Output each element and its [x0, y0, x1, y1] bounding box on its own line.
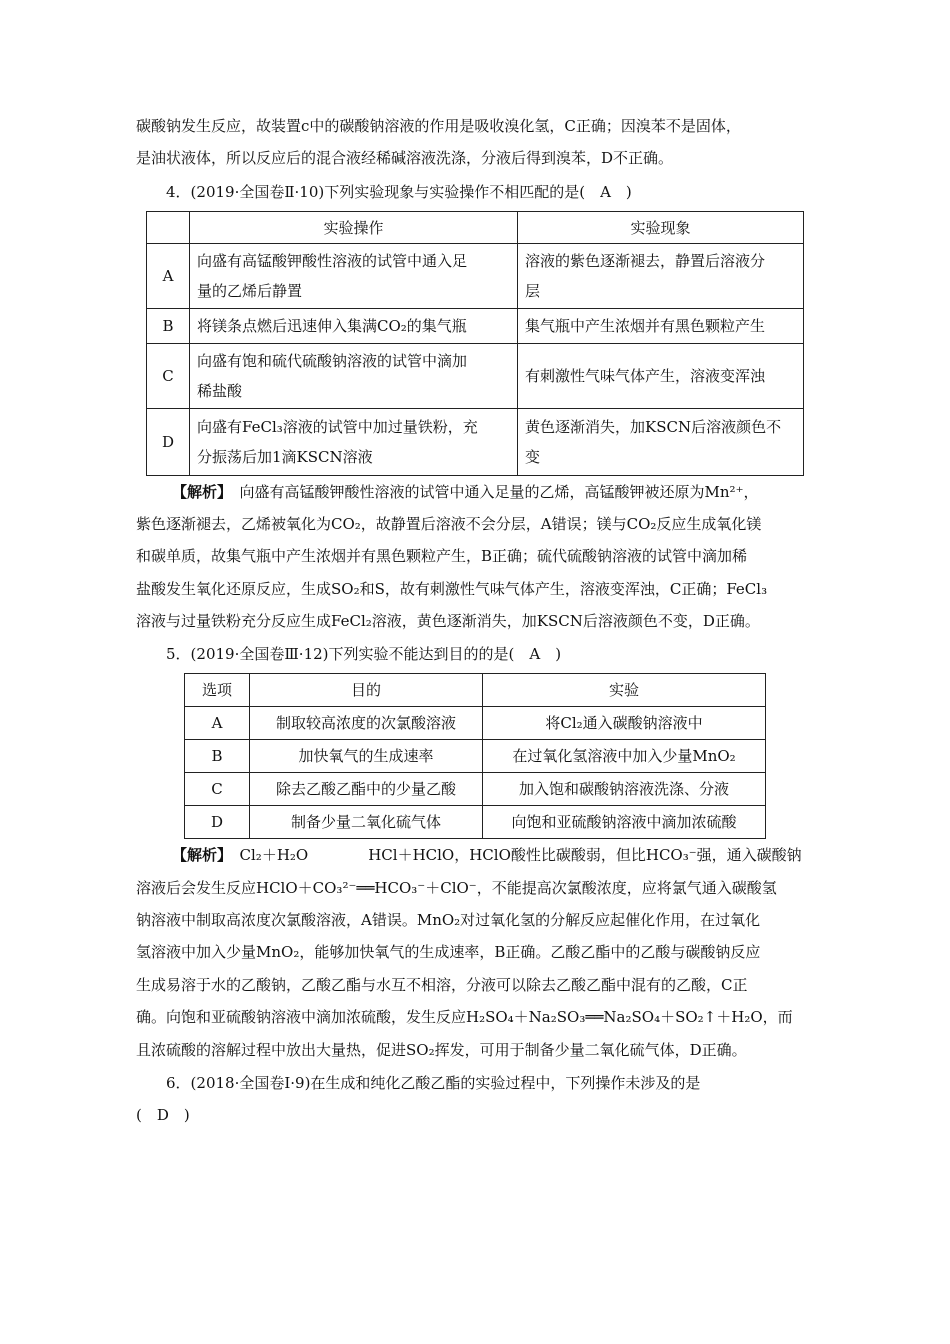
option-label: B — [147, 309, 190, 344]
intro-line-2: 是油状液体，所以反应后的混合液经稀碱溶液洗涤，分液后得到溴苯，D不正确。 — [136, 149, 674, 167]
table-row — [147, 244, 804, 309]
question-5-stem: 5．(2019·全国卷Ⅲ·12)下列实验不能达到目的的是( A ) — [166, 645, 562, 663]
question-4-analysis-line-4: 盐酸发生氧化还原反应，生成SO₂和S，故有刺激性气味气体产生，溶液变浑浊，C正确；FeCl₃ — [136, 580, 768, 598]
question-4-analysis-line-5: 溶液与过量铁粉充分反应生成FeCl₂溶液，黄色逐渐消失，加KSCN后溶液颜色不变，D正确。 — [136, 612, 760, 630]
phenomenon-cell: 溶液的紫色逐渐褪去，静置后溶液分 层 — [518, 244, 804, 309]
operation-cell: 向盛有饱和硫代硫酸钠溶液的试管中滴加 稀盐酸 — [190, 344, 518, 409]
table-header-phenomenon: 实验现象 — [518, 212, 804, 244]
option-label: B — [185, 740, 250, 773]
question-6-stem: 6．(2018·全国卷Ⅰ·9)在生成和纯化乙酸乙酯的实验过程中，下列操作未涉及的是 — [166, 1074, 701, 1092]
table-header-blank — [147, 212, 190, 244]
phenomenon-cell: 有刺激性气味气体产生，溶液变浑浊 — [518, 344, 804, 409]
question-4-analysis-line-1: 【解析】 向盛有高锰酸钾酸性溶液的试管中通入足量的乙烯，高锰酸钾被还原为Mn²⁺， — [172, 483, 759, 501]
option-label: C — [185, 773, 250, 806]
experiment-cell: 向饱和亚硫酸钠溶液中滴加浓硫酸 — [483, 806, 766, 839]
goal-cell: 除去乙酸乙酯中的少量乙酸 — [250, 773, 483, 806]
question-5-analysis-line-3: 钠溶液中制取高浓度次氯酸溶液，A错误。MnO₂对过氧化氢的分解反应起催化作用，在过氧化 — [136, 911, 761, 929]
table-row — [147, 309, 804, 344]
analysis-label: 【解析】 — [172, 846, 225, 864]
phenomenon-cell: 集气瓶中产生浓烟并有黑色颗粒产生 — [518, 309, 804, 344]
goal-cell: 制取较高浓度的次氯酸溶液 — [250, 707, 483, 740]
option-label: D — [147, 409, 190, 476]
table-row — [185, 806, 766, 839]
experiment-cell: 将Cl₂通入碳酸钠溶液中 — [483, 707, 766, 740]
table-header-option: 选项 — [185, 674, 250, 707]
question-5-table — [184, 673, 766, 839]
option-label: C — [147, 344, 190, 409]
table-row — [147, 344, 804, 409]
operation-cell: 向盛有高锰酸钾酸性溶液的试管中通入足 量的乙烯后静置 — [190, 244, 518, 309]
question-5-analysis-line-2: 溶液后会发生反应HClO＋CO₃²⁻══HCO₃⁻＋ClO⁻，不能提高次氯酸浓度，应将氯气通入碳酸氢 — [136, 879, 777, 897]
experiment-cell: 加入饱和碳酸钠溶液洗涤、分液 — [483, 773, 766, 806]
intro-line-1: 碳酸钠发生反应，故装置c中的碳酸钠溶液的作用是吸收溴化氢，C正确；因溴苯不是固体， — [136, 117, 741, 135]
table-row — [185, 707, 766, 740]
question-5-analysis-line-1: 【解析】 Cl₂＋H₂O HCl＋HClO，HClO酸性比碳酸弱，但比HCO₃⁻强，通入碳酸钠 — [172, 846, 802, 864]
option-label: D — [185, 806, 250, 839]
table-row — [185, 773, 766, 806]
phenomenon-cell: 黄色逐渐消失，加KSCN后溶液颜色不 变 — [518, 409, 804, 476]
question-5-analysis-line-4: 氢溶液中加入少量MnO₂，能够加快氧气的生成速率，B正确。乙酸乙酯中的乙酸与碳酸钠反应 — [136, 943, 761, 961]
table-header-goal: 目的 — [250, 674, 483, 707]
question-5-analysis-line-5: 生成易溶于水的乙酸钠，乙酸乙酯与水互不相溶，分液可以除去乙酸乙酯中混有的乙酸，C正 — [136, 976, 748, 994]
operation-cell: 向盛有FeCl₃溶液的试管中加过量铁粉，充 分振荡后加1滴KSCN溶液 — [190, 409, 518, 476]
option-label: A — [147, 244, 190, 309]
goal-cell: 加快氧气的生成速率 — [250, 740, 483, 773]
question-4-analysis-line-2: 紫色逐渐褪去，乙烯被氧化为CO₂，故静置后溶液不会分层，A错误；镁与CO₂反应生成氧化镁 — [136, 515, 762, 533]
question-5-analysis-line-7: 且浓硫酸的溶解过程中放出大量热，促进SO₂挥发，可用于制备少量二氧化硫气体，D正确。 — [136, 1041, 747, 1059]
table-row — [147, 409, 804, 476]
question-5-analysis-line-6: 确。向饱和亚硫酸钠溶液中滴加浓硫酸，发生反应H₂SO₄＋Na₂SO₃══Na₂SO₄＋SO₂↑＋H₂O，而 — [136, 1008, 793, 1026]
analysis-label: 【解析】 — [172, 483, 225, 501]
question-6-answer: ( D ) — [136, 1106, 190, 1124]
goal-cell: 制备少量二氧化硫气体 — [250, 806, 483, 839]
question-4-stem: 4．(2019·全国卷Ⅱ·10)下列实验现象与实验操作不相匹配的是( A ) — [166, 183, 632, 201]
option-label: A — [185, 707, 250, 740]
experiment-cell: 在过氧化氢溶液中加入少量MnO₂ — [483, 740, 766, 773]
operation-cell: 将镁条点燃后迅速伸入集满CO₂的集气瓶 — [190, 309, 518, 344]
table-header-experiment: 实验 — [483, 674, 766, 707]
question-4-table — [146, 211, 804, 476]
table-row — [185, 740, 766, 773]
question-4-analysis-line-3: 和碳单质，故集气瓶中产生浓烟并有黑色颗粒产生，B正确；硫代硫酸钠溶液的试管中滴加稀 — [136, 547, 748, 565]
table-header-operation: 实验操作 — [190, 212, 518, 244]
